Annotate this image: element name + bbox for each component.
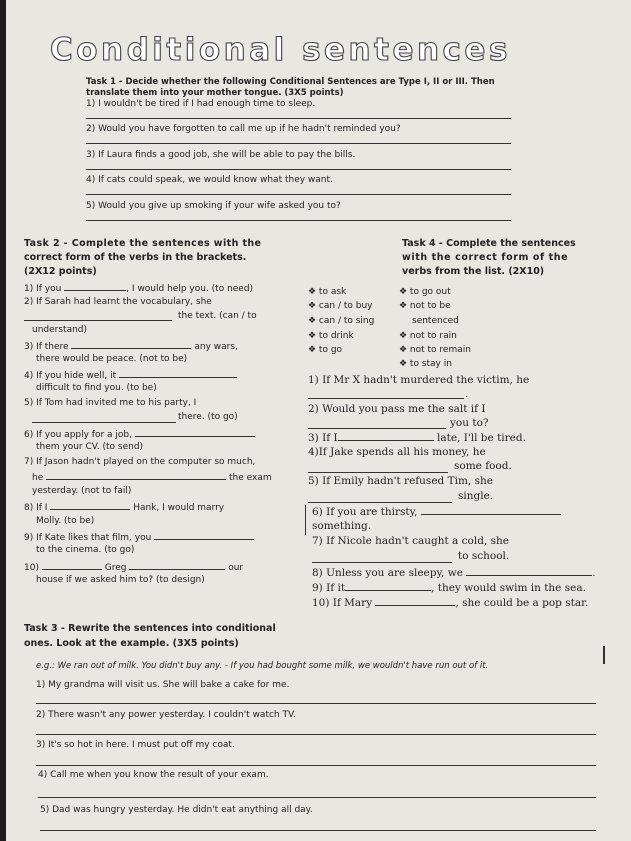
column-divider [305, 505, 306, 535]
sentence-text: . [465, 388, 469, 400]
sentence-text: , she could be a pop star. [455, 597, 589, 609]
task3-item: 4) Call me when you know the result of your exam. [38, 770, 269, 780]
sentence-text: 10) If Mary [312, 597, 373, 609]
sentence-text: there. (to go) [178, 412, 238, 422]
answer-blank[interactable] [119, 368, 237, 378]
answer-blank[interactable] [308, 428, 446, 429]
answer-line[interactable] [86, 118, 511, 119]
verb-option: ❖ not to remain [399, 345, 471, 355]
sentence-text: 10) [24, 563, 39, 573]
task1-item: 1) I wouldn't be tired if I had enough time to sleep. [86, 99, 316, 109]
margin-mark [603, 646, 605, 664]
title-text: Conditional sentences [50, 32, 511, 68]
sentence-text: 4) If you hide well, it [24, 371, 117, 381]
answer-line[interactable] [36, 734, 596, 735]
task1-heading: Task 1 - Decide whether the following Conditional Sentences are Type I, II or III. Then [86, 77, 495, 87]
sentence-text: them your CV. (to send) [36, 442, 144, 452]
task4-heading-3: verbs from the list. (2X10) [402, 266, 545, 277]
sentence-text: 8) Unless you are sleepy, we [312, 567, 463, 579]
task2-item-8 [24, 500, 224, 514]
answer-line[interactable] [86, 194, 511, 195]
task3-item: 3) It's so hot in here. I must put off my coat. [36, 740, 235, 750]
task4-item [308, 431, 526, 445]
answer-line[interactable] [38, 797, 596, 798]
answer-blank[interactable] [338, 431, 434, 441]
answer-blank[interactable] [312, 562, 452, 563]
answer-blank[interactable] [32, 422, 176, 423]
sentence-text: 8) If I [24, 503, 48, 513]
task2-item-10 [24, 560, 243, 574]
sentence-text: 1) If you [24, 284, 62, 294]
sentence-text: . [592, 567, 596, 579]
answer-line[interactable] [86, 143, 511, 144]
answer-blank[interactable] [154, 530, 254, 540]
task3-heading: Task 3 - Rewrite the sentences into conditional [24, 623, 276, 634]
answer-blank[interactable] [50, 500, 130, 510]
task2-item-6 [24, 427, 255, 441]
answer-blank[interactable] [129, 560, 225, 570]
answer-blank[interactable] [466, 566, 592, 576]
task1-heading-2: translate them into your mother tongue. (3X5 points) [86, 88, 344, 98]
task4-item: 1) If Mr X hadn't murdered the victim, he [308, 374, 530, 386]
worksheet-title [46, 30, 566, 70]
sentence-text: understand) [32, 325, 88, 335]
sentence-text: some food. [454, 460, 512, 472]
sentence-text: to the cinema. (to go) [36, 545, 135, 555]
task2-heading-2: correct form of the verbs in the brackets. [24, 252, 247, 263]
task2-item-3 [24, 339, 238, 353]
task3-item: 1) My grandma will visit us. She will bake a cake for me. [36, 680, 290, 690]
sentence-text: 3) If I [308, 432, 338, 444]
task2-item-5: 5) If Tom had invited me to his party, I [24, 398, 197, 408]
task4-item: 4)If Jake spends all his money, he [308, 446, 486, 458]
verb-option: ❖ to go [308, 345, 343, 355]
answer-blank[interactable] [421, 505, 561, 515]
task2-heading: Task 2 - Complete the sentences with the [24, 238, 262, 249]
task3-item: 5) Dad was hungry yesterday. He didn't eat anything all day. [40, 805, 313, 815]
answer-line[interactable] [86, 220, 511, 221]
sentence-text: to school. [458, 550, 510, 562]
verb-option: ❖ to drink [308, 331, 354, 341]
task4-item [312, 581, 586, 595]
sentence-text: difficult to find you. (to be) [36, 383, 157, 393]
sentence-text: 6) If you apply for a job, [24, 430, 132, 440]
sentence-text: 9) If it [312, 582, 346, 594]
sentence-text: single. [458, 490, 494, 502]
task1-item: 3) If Laura finds a good job, she will be able to pay the bills. [86, 150, 356, 160]
sentence-text: yesterday. (not to fail) [32, 486, 132, 496]
sentence-text: he [32, 473, 44, 483]
answer-blank[interactable] [345, 581, 431, 591]
task4-item [312, 505, 561, 519]
answer-blank[interactable] [135, 427, 255, 437]
sentence-text: Greg [104, 563, 127, 573]
answer-blank[interactable] [308, 398, 464, 399]
task4-heading-2: with the correct form of the [402, 252, 569, 263]
verb-option: ❖ to go out [399, 287, 451, 297]
answer-line[interactable] [86, 169, 511, 170]
verb-option: ❖ not to rain [399, 331, 457, 341]
task2-item-2: 2) If Sarah had learnt the vocabulary, she [24, 297, 212, 307]
verb-option: ❖ to ask [308, 287, 347, 297]
answer-blank[interactable] [64, 281, 126, 291]
sentence-text: 3) If there [24, 342, 69, 352]
task4-item: 7) If Nicole hadn't caught a cold, she [312, 535, 509, 547]
sentence-text: , I would help you. (to need) [126, 284, 254, 294]
answer-blank[interactable] [308, 472, 448, 473]
worksheet-page [6, 0, 631, 841]
sentence-text: our [228, 563, 244, 573]
task2-item-1 [24, 281, 253, 295]
answer-line[interactable] [40, 830, 596, 831]
task4-item: 5) If Emily hadn't refused Tim, she [308, 475, 493, 487]
sentence-text: Hank, I would marry [133, 503, 225, 513]
task2-item-7-cont [32, 470, 272, 484]
task4-item [312, 596, 588, 610]
answer-blank[interactable] [42, 560, 102, 570]
task2-item-9 [24, 530, 254, 544]
sentence-text: any wars, [194, 342, 238, 352]
verb-option: ❖ to stay in [399, 359, 452, 369]
sentence-text: there would be peace. (not to be) [36, 354, 188, 364]
task1-item: 2) Would you have forgotten to call me up if he hadn't reminded you? [86, 124, 401, 134]
answer-blank[interactable] [24, 320, 172, 321]
sentence-text: 6) If you are thirsty, [312, 506, 418, 518]
sentence-text: something. [312, 520, 372, 532]
task1-item: 4) If cats could speak, we would know what they want. [86, 175, 333, 185]
answer-blank[interactable] [71, 339, 191, 349]
sentence-text: house if we asked him to? (to design) [36, 575, 205, 585]
sentence-text: , they would swim in the sea. [431, 582, 586, 594]
task2-heading-3: (2X12 points) [24, 266, 97, 277]
answer-blank[interactable] [308, 502, 452, 503]
task4-item [312, 566, 596, 580]
task4-item: 2) Would you pass me the salt if I [308, 403, 486, 415]
sentence-text: 9) If Kate likes that film, you [24, 533, 152, 543]
sentence-text: the exam [229, 473, 272, 483]
answer-line[interactable] [36, 703, 596, 704]
sentence-text: Molly. (to be) [36, 516, 95, 526]
answer-blank[interactable] [46, 470, 226, 480]
sentence-text: late, I'll be tired. [436, 432, 526, 444]
task3-heading-2: ones. Look at the example. (3X5 points) [24, 638, 239, 649]
task4-heading: Task 4 - Complete the sentences [402, 238, 576, 249]
sentence-text: you to? [450, 417, 489, 429]
task2-item-7: 7) If Jason hadn't played on the computer so much, [24, 457, 256, 467]
verb-option: ❖ not to be [399, 301, 451, 311]
answer-line[interactable] [36, 765, 596, 766]
verb-option: ❖ can / to sing [308, 316, 375, 326]
task2-item-4 [24, 368, 237, 382]
verb-option: ❖ can / to buy [308, 301, 373, 311]
answer-blank[interactable] [375, 596, 455, 606]
verb-option: sentenced [412, 316, 459, 326]
task1-item: 5) Would you give up smoking if your wife asked you to? [86, 201, 341, 211]
sentence-text: the text. (can / to [178, 311, 257, 321]
task3-item: 2) There wasn't any power yesterday. I couldn't watch TV. [36, 710, 296, 720]
task3-example: e.g.: We ran out of milk. You didn't buy any. - If you had bought some milk, we wouldn't have run out of it. [36, 661, 489, 671]
